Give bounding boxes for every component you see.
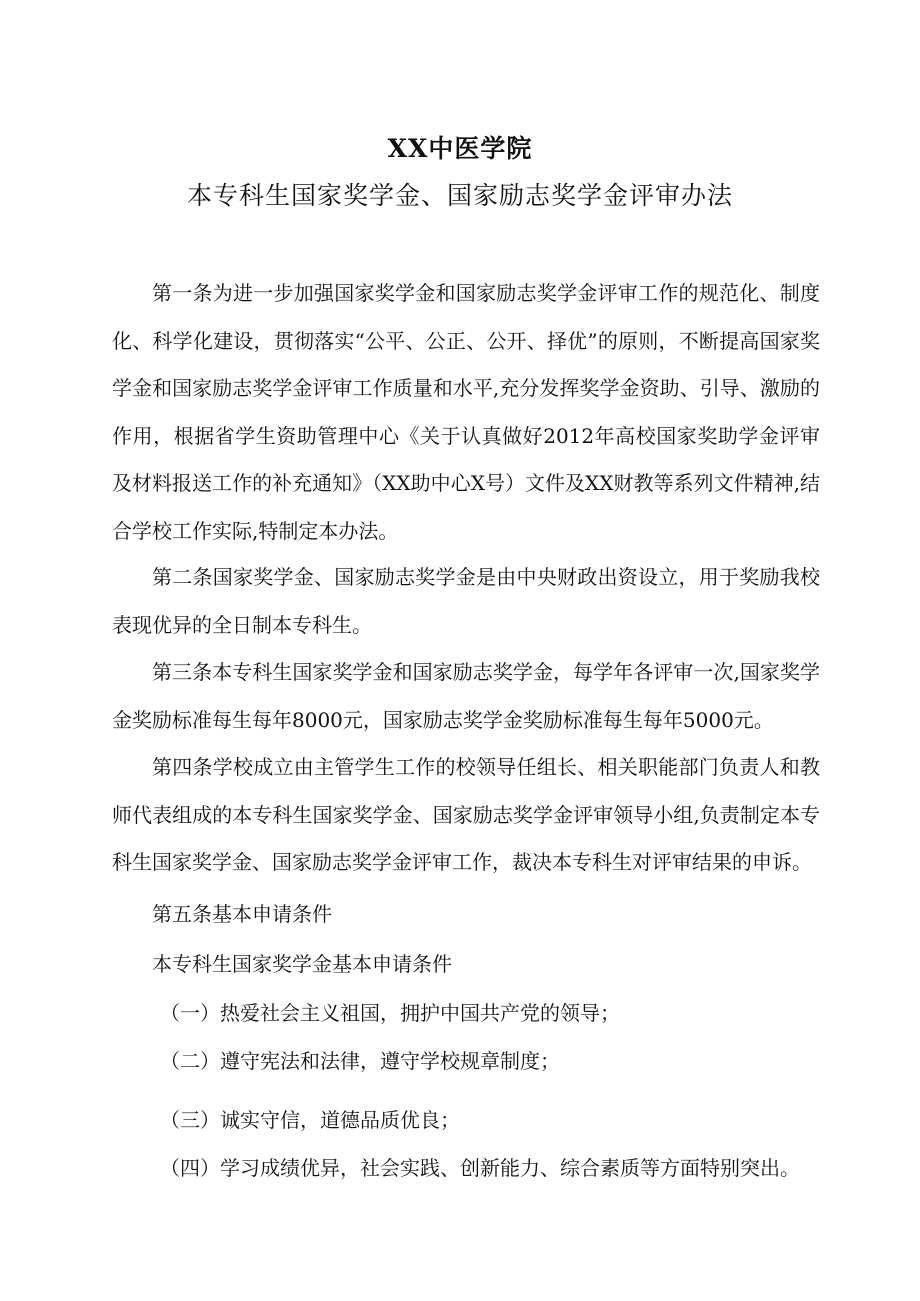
article-5-heading: 第五条基本申请条件 bbox=[152, 902, 332, 926]
condition-item: （三）诚实守信，道德品质优良； bbox=[160, 1108, 460, 1132]
conditions-subheading: 本专科生国家奖学金基本申请条件 bbox=[152, 952, 452, 976]
document-subtitle: 本专科生国家奖学金、国家励志奖学金评审办法 bbox=[186, 181, 733, 210]
document-title: XX中医学院 bbox=[387, 134, 533, 163]
article-3-paragraph: 第三条本专科生国家奖学金和国家励志奖学金，每学年各评审一次,国家奖学金奖励标准每生每年8000元，国家励志奖学金奖励标准每生每年5000元。 bbox=[112, 660, 820, 732]
condition-item: （四）学习成绩优异，社会实践、创新能力、综合素质等方面特别突出。 bbox=[160, 1156, 800, 1180]
article-2-paragraph: 第二条国家奖学金、国家励志奖学金是由中央财政出资设立，用于奖励我校表现优异的全日制本专科生。 bbox=[112, 565, 820, 637]
condition-item: （二）遵守宪法和法律，遵守学校规章制度； bbox=[160, 1049, 560, 1073]
article-4-paragraph: 第四条学校成立由主管学生工作的校领导任组长、相关职能部门负责人和教师代表组成的本专科生国家奖学金、国家励志奖学金评审领导小组,负责制定本专科生国家奖学金、国家励志奖学金评审工作，裁决本专科生对评审结果的申诉。 bbox=[112, 755, 820, 874]
article-1-paragraph: 第一条为进一步加强国家奖学金和国家励志奖学金评审工作的规范化、制度化、科学化建设，贯彻落实“公平、公正、公开、择优”的原则，不断提高国家奖学金和国家励志奖学金评审工作质量和水平,充分发挥奖学金资助、引导、激励的作用，根据省学生资助管理中心《关于认真做好2012年高校国家奖助学金评审及材料报送工作的补充通知》（XX助中心X号）文件及XX财教等系列文件精神,结合学校工作实际,特制定本办法。 bbox=[112, 281, 820, 543]
condition-item: （一）热爱社会主义祖国，拥护中国共产党的领导； bbox=[160, 1001, 620, 1025]
